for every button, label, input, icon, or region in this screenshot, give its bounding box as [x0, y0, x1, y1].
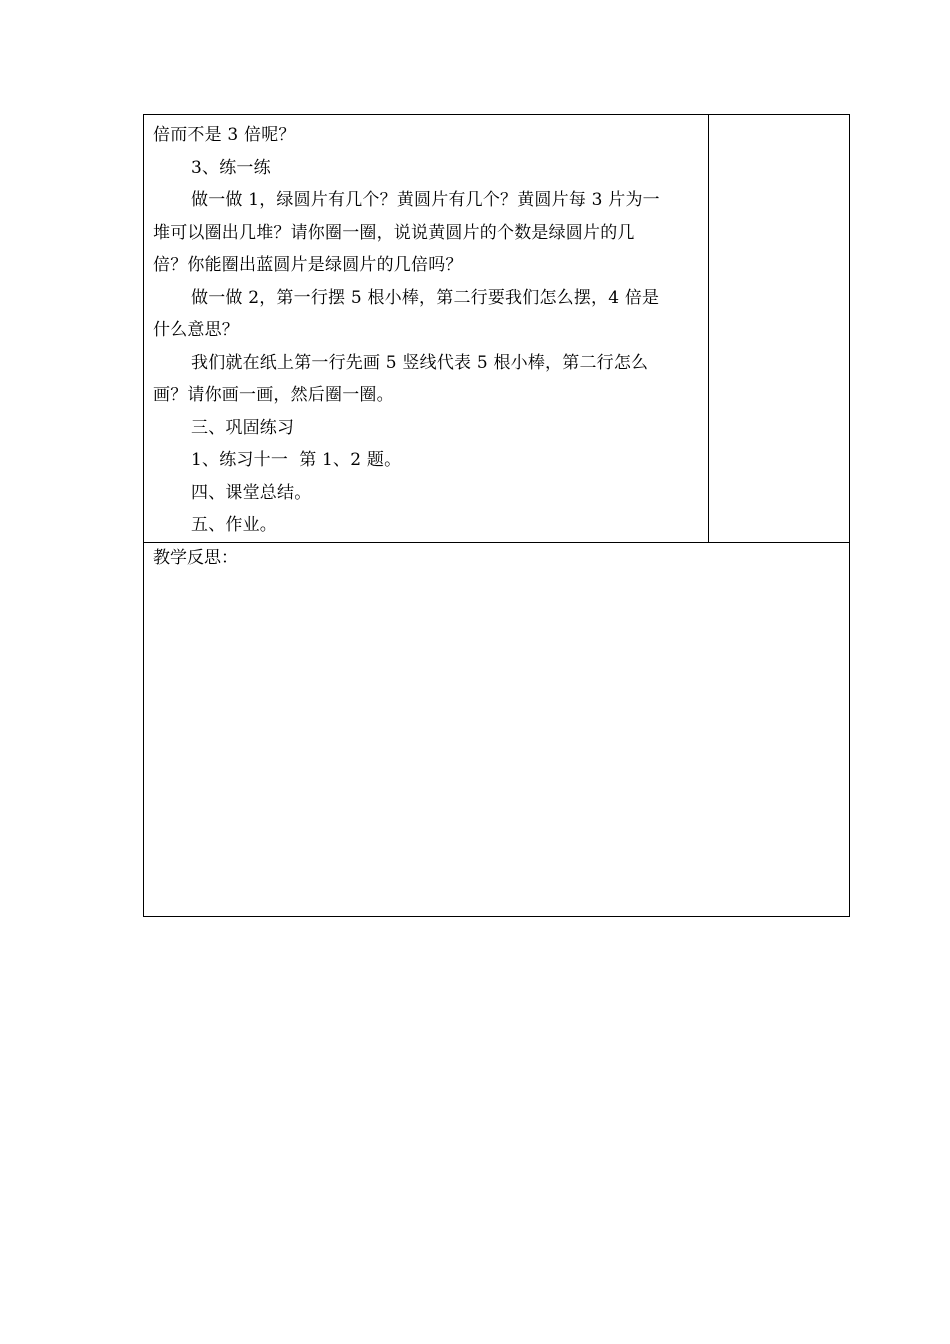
- reflection-cell: [144, 542, 850, 916]
- content-line: 3、练一练: [191, 157, 271, 178]
- reflection-label: 教学反思：: [153, 547, 238, 568]
- content-line: 做一做 2，第一行摆 5 根小棒，第二行要我们怎么摆，4 倍是: [191, 287, 660, 308]
- content-line: 1、练习十一 第 1、2 题。: [191, 450, 402, 470]
- content-line: 什么意思？: [153, 320, 239, 340]
- lesson-plan-table: [143, 114, 850, 917]
- content-line: 三、巩固练习: [191, 417, 295, 438]
- content-line: 倍而不是 3 倍呢？: [153, 125, 296, 145]
- content-line: 倍？你能圈出蓝圆片是绿圆片的几倍吗？: [153, 255, 463, 275]
- content-line: 画？请你画一画，然后圈一圈。: [153, 385, 394, 405]
- content-line: 四、课堂总结。: [191, 482, 312, 503]
- content-line: 我们就在纸上第一行先画 5 竖线代表 5 根小棒，第二行怎么: [191, 352, 649, 373]
- content-line: 五、作业。: [191, 515, 277, 535]
- content-line: 堆可以圈出几堆？请你圈一圈，说说黄圆片的个数是绿圆片的几: [153, 222, 635, 243]
- table-row: [144, 542, 850, 916]
- table-row: [144, 115, 850, 543]
- notes-cell: [709, 115, 850, 543]
- lesson-content-cell: [144, 115, 709, 543]
- content-line: 做一做 1，绿圆片有几个？黄圆片有几个？黄圆片每 3 片为一: [191, 190, 660, 210]
